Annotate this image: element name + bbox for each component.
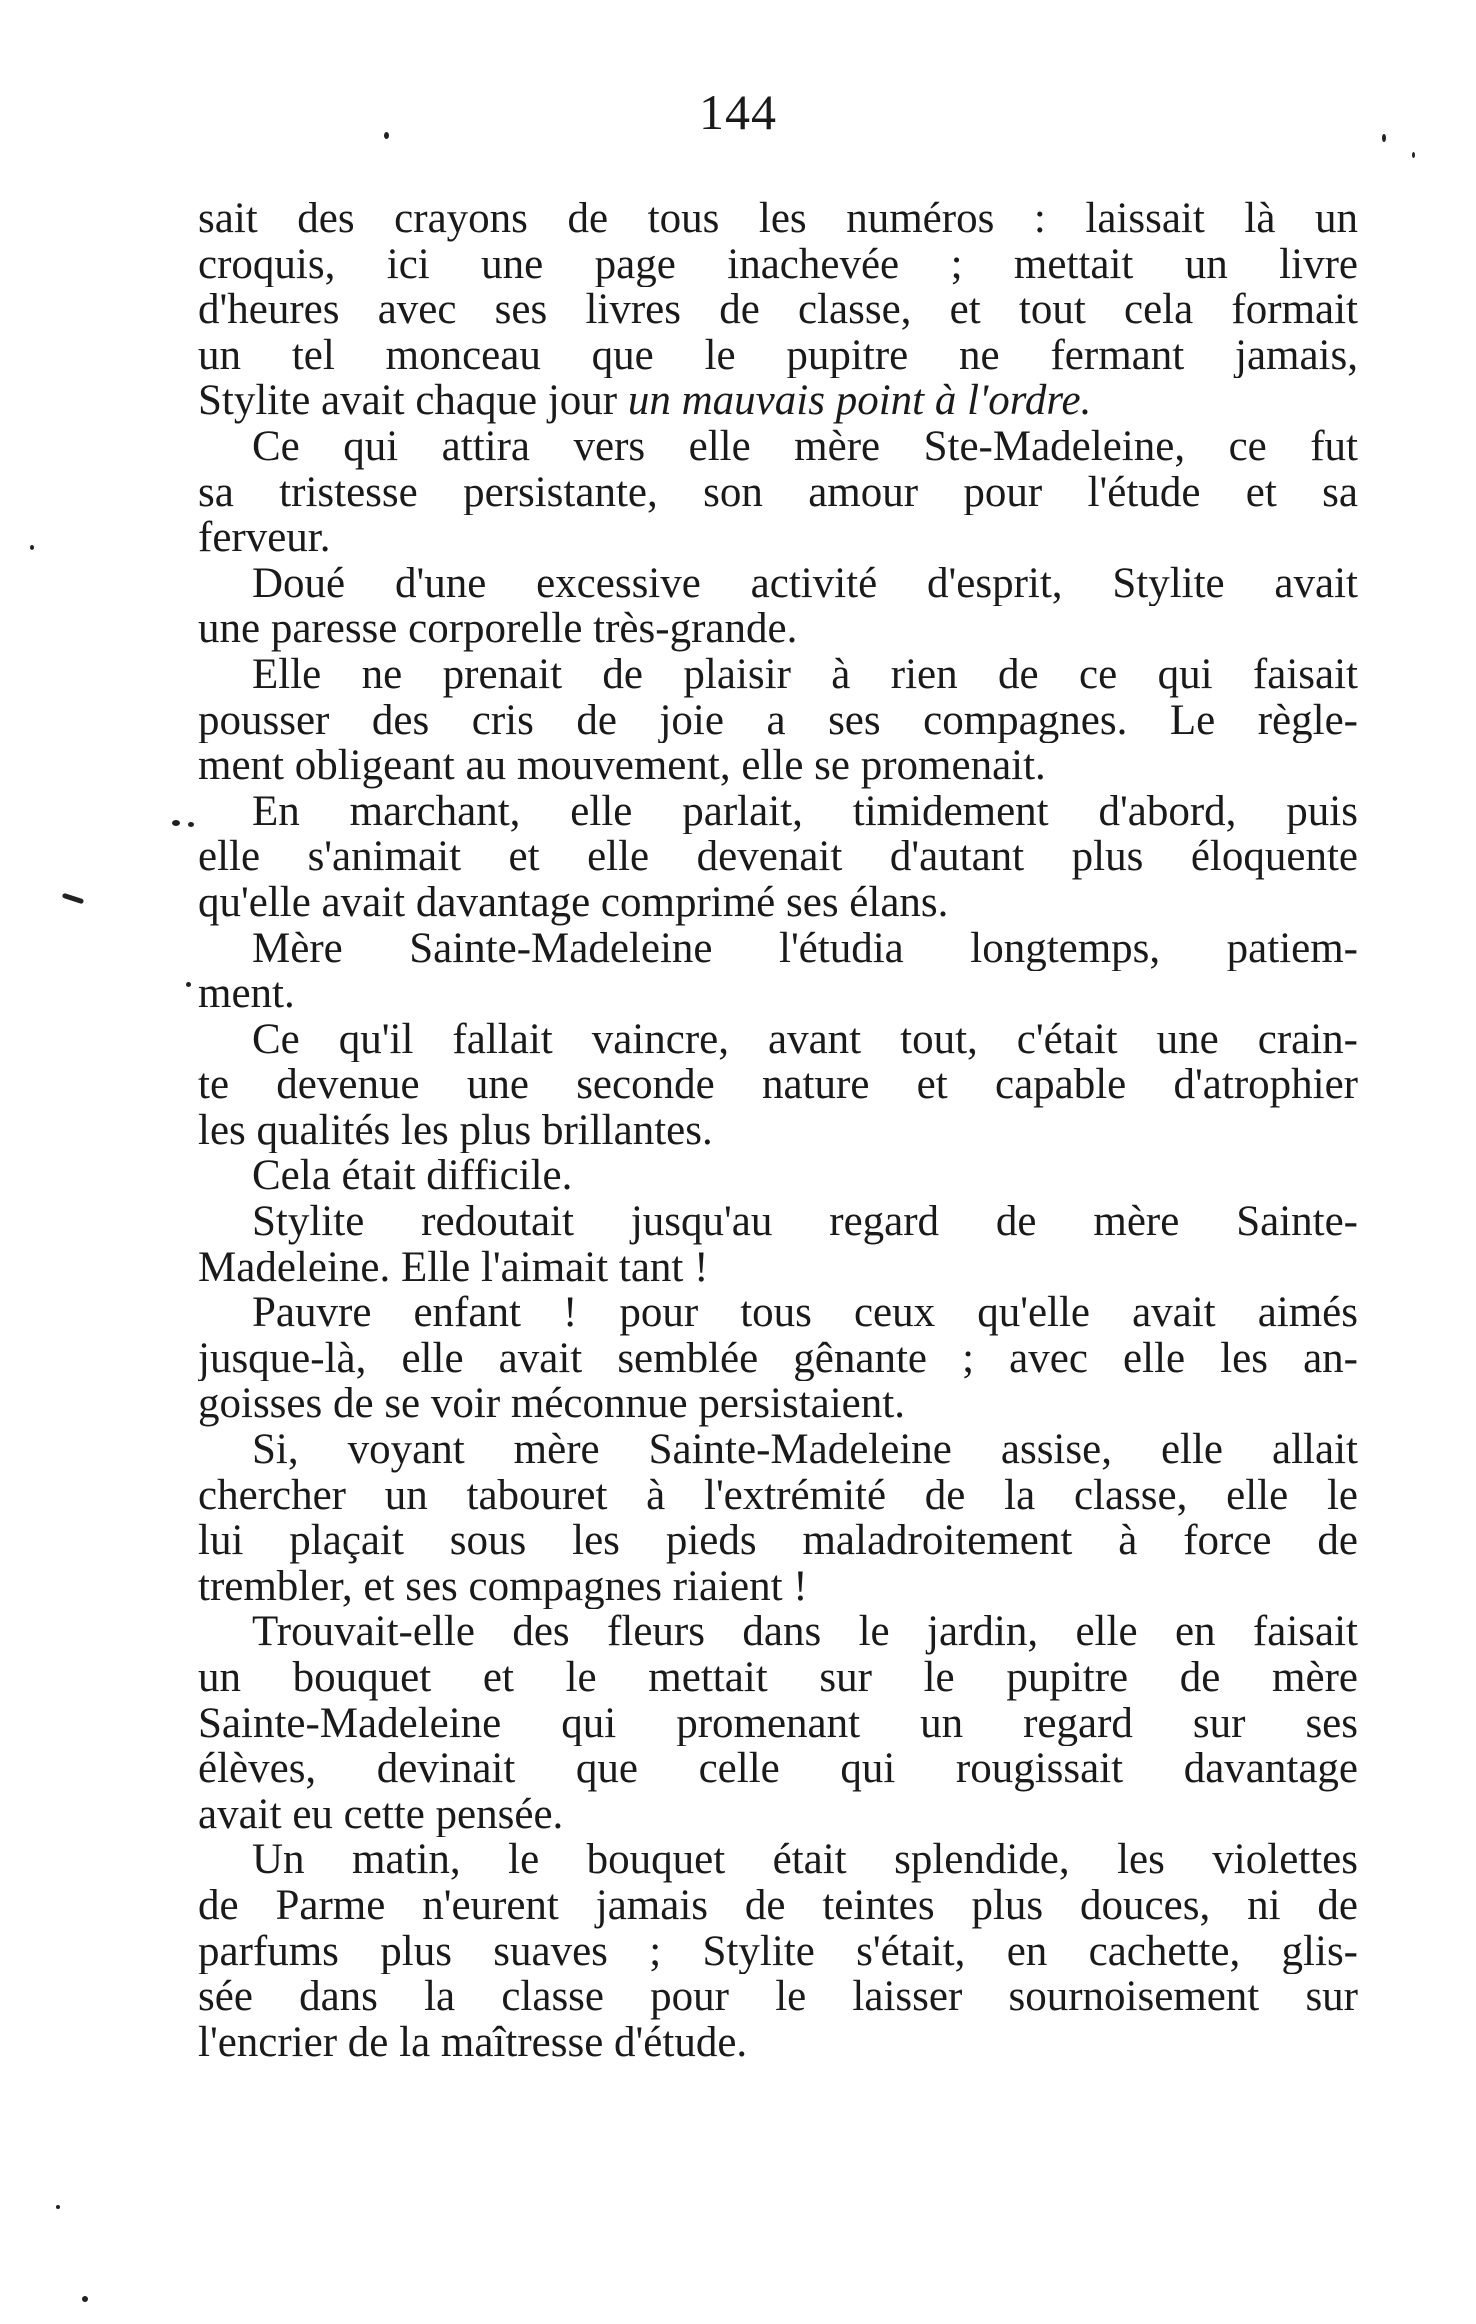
text-line [198,1336,1358,1382]
text-line [198,1290,1358,1336]
text-line [198,424,1358,470]
text-line [198,1245,1358,1291]
text-line-content: Ce qui attira vers elle mère Ste-Madeleine, ce fut [252,423,1358,470]
text-line-content: sée dans la classe pour le laisser sournoisement sur [198,1974,1358,2020]
text-line-content: une paresse corporelle très-grande. [198,606,798,652]
text-line-content: Trouvait-elle des fleurs dans le jardin, elle en faisait [252,1609,1358,1655]
text-line-content: sa tristesse persistante, son amour pour l'étude et sa [198,469,1358,516]
page-number: 144 [699,84,777,140]
speck-mark [172,820,180,826]
text-line [198,606,1358,652]
text-line-content: un tel monceau que le pupitre ne fermant jamais, [198,332,1358,379]
text-line-content: un bouquet et le mettait sur le pupitre de mère [198,1655,1358,1701]
text-line-content: qu'elle avait davantage comprimé ses élans. [198,879,949,926]
speck-mark [186,982,191,987]
text-line-content: Madeleine. Elle l'aimait tant ! [198,1244,709,1291]
text-line-content: trembler, et ses compagnes riaient ! [198,1563,808,1610]
text-line-content: croquis, ici une page inachevée ; mettait un livre [198,241,1358,288]
speck-mark [62,893,84,905]
text-line-content: Si, voyant mère Sainte-Madeleine assise, elle allait [252,1427,1358,1473]
speck-mark [82,2296,88,2302]
text-line [198,1655,1358,1701]
speck-mark [384,132,389,139]
text-line-content: elle s'animait et elle devenait d'autant plus éloquente [198,834,1358,880]
text-line [198,1746,1358,1792]
text-line [198,242,1358,288]
text-line [198,1883,1358,1929]
text-line-content: ment. [198,971,295,1017]
text-line-content: de Parme n'eurent jamais de teintes plus douces, ni de [198,1882,1358,1929]
text-line [198,1609,1358,1655]
italic-phrase: un mauvais point à l'ordre. [627,378,1092,424]
speck-mark [30,545,34,550]
speck-mark [188,822,194,827]
text-line-content: avait eu cette pensée. [198,1791,564,1838]
text-line-content: chercher un tabouret à l'extrémité de la classe, elle le [198,1472,1358,1519]
text-line [198,1017,1358,1063]
speck-mark [1412,152,1415,158]
text-line-content: l'encrier de la maîtresse d'étude. [198,2019,748,2066]
text-line [198,652,1358,698]
text-line [198,1929,1358,1975]
text-line-content: d'heures avec ses livres de classe, et tout cela formait [198,287,1358,333]
text-line-content: Pauvre enfant ! pour tous ceux qu'elle avait aimés [252,1290,1358,1336]
text-line [198,378,1358,424]
text-line-content: lui plaçait sous les pieds maladroitement à force de [198,1518,1358,1564]
text-line [198,789,1358,835]
text-line [198,1199,1358,1245]
text-line-content: pousser des cris de joie a ses compagnes. Le règle- [198,697,1358,744]
text-line [198,1062,1358,1108]
body-text [198,196,1358,2065]
text-line-content: Cela était difficile. [252,1153,573,1200]
text-line [198,1837,1358,1883]
speck-mark [1382,134,1386,142]
text-line [198,515,1358,561]
text-line [198,1701,1358,1747]
text-line-content: les qualités les plus brillantes. [198,1107,713,1154]
text-line-content: sait des crayons de tous les numéros : laissait là un [198,196,1358,242]
text-line-content: Stylite avait chaque jour [198,378,628,424]
text-line-content: En marchant, elle parlait, timidement d'abord, puis [252,788,1358,835]
text-line-content: Un matin, le bouquet était splendide, les violettes [252,1837,1358,1883]
text-line [198,926,1358,972]
text-line [198,834,1358,880]
text-line [198,1427,1358,1473]
text-line [198,743,1358,789]
text-line-content: jusque-là, elle avait semblée gênante ; avec elle les an- [198,1335,1358,1382]
text-line-content: goisses de se voir méconnue persistaient. [198,1381,905,1428]
text-line [198,880,1358,926]
text-line [198,1518,1358,1564]
text-line [198,698,1358,744]
text-line [198,470,1358,516]
text-line [198,287,1358,333]
text-line [198,1381,1358,1427]
text-line [198,2020,1358,2066]
text-line-content: Elle ne prenait de plaisir à rien de ce qui faisait [252,651,1358,698]
text-line [198,1473,1358,1519]
text-line-content: parfums plus suaves ; Stylite s'était, en cachette, glis- [198,1928,1358,1975]
text-line-content: Mère Sainte-Madeleine l'étudia longtemps, patiem- [252,925,1358,972]
speck-mark [56,2205,60,2209]
text-line [198,1153,1358,1199]
text-line-content: Stylite redoutait jusqu'au regard de mère Sainte- [252,1199,1358,1245]
text-line-content: ferveur. [198,515,331,561]
text-line-content: élèves, devinait que celle qui rougissait davantage [198,1746,1358,1792]
text-line [198,196,1358,242]
text-line-content: ment obligeant au mouvement, elle se promenait. [198,743,1046,789]
text-line-content: Ce qu'il fallait vaincre, avant tout, c'était une crain- [252,1016,1358,1063]
text-line [198,1108,1358,1154]
text-line-content: te devenue une seconde nature et capable d'atrophier [198,1062,1358,1108]
text-line [198,1564,1358,1610]
text-line [198,1974,1358,2020]
text-line-content: Sainte-Madeleine qui promenant un regard sur ses [198,1700,1358,1747]
text-line [198,971,1358,1017]
text-line [198,561,1358,607]
text-line [198,1792,1358,1838]
text-line [198,333,1358,379]
text-line-content: Doué d'une excessive activité d'esprit, Stylite avait [252,560,1358,607]
